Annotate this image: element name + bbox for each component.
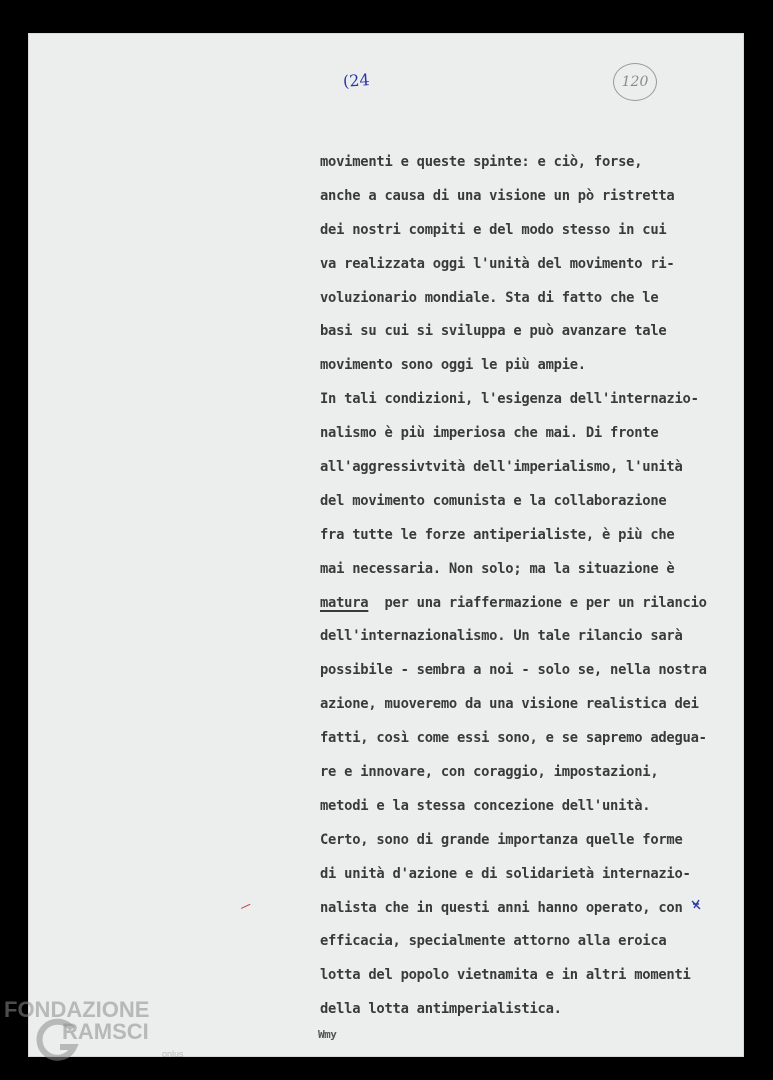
blue-pen-correction-mark bbox=[691, 899, 701, 911]
text-line: all'aggressivtvità dell'imperialismo, l'unità bbox=[320, 459, 683, 476]
text-line: movimenti e queste spinte: e ciò, forse, bbox=[320, 154, 643, 170]
text-line: In tali condizioni, l'esigenza dell'internazio- bbox=[320, 391, 699, 408]
text-line: Certo, sono di grande importanza quelle forme bbox=[320, 831, 683, 848]
watermark-line-1: FONDAZIONE bbox=[4, 997, 150, 1022]
text-line: possibile - sembra a noi - solo se, nella nostra bbox=[320, 662, 707, 679]
text-line: di unità d'azione e di solidarietà internazio- bbox=[320, 865, 691, 882]
typewritten-body bbox=[320, 146, 707, 1027]
fondazione-gramsci-watermark bbox=[4, 997, 204, 1067]
red-pen-mark bbox=[240, 901, 251, 909]
text-line: azione, muoveremo da una visione realistica dei bbox=[320, 696, 699, 713]
text-line: basi su cui si sviluppa e può avanzare tale bbox=[320, 323, 667, 340]
watermark-line-2: RAMSCI bbox=[62, 1019, 149, 1044]
text-line: del movimento comunista e la collaborazione bbox=[320, 492, 667, 509]
text-line: dell'internazionalismo. Un tale rilancio sarà bbox=[320, 628, 683, 645]
text-line: va realizzata oggi l'unità del movimento ri- bbox=[320, 255, 675, 272]
handwritten-page-number: (24 bbox=[342, 70, 371, 91]
underlined-word: matura bbox=[320, 594, 369, 611]
watermark-suffix: onlus bbox=[162, 1049, 184, 1059]
archive-stamp-number: 120 bbox=[613, 63, 657, 101]
text-line-underlined bbox=[320, 587, 707, 621]
text-line: re e innovare, con coraggio, impostazioni, bbox=[320, 764, 659, 781]
text-line: nalista che in questi anni hanno operato, con bbox=[320, 899, 683, 916]
text-line: movimento sono oggi le più ampie. bbox=[320, 357, 586, 374]
text-line: voluzionario mondiale. Sta di fatto che le bbox=[320, 289, 659, 306]
text-line: della lotta antimperialistica. bbox=[320, 1001, 562, 1018]
text-line: dei nostri compiti e del modo stesso in cui bbox=[320, 221, 667, 238]
text-line: mai necessaria. Non solo; ma la situazione è bbox=[320, 560, 675, 577]
text-line: fra tutte le forze antiperialiste, è più che bbox=[320, 526, 675, 543]
text-line: efficacia, specialmente attorno alla eroica bbox=[320, 933, 667, 950]
footer-code: Wmy bbox=[318, 1028, 337, 1041]
text-line: anche a causa di una visione un pò ristretta bbox=[320, 187, 675, 204]
text-line: lotta del popolo vietnamita e in altri momenti bbox=[320, 967, 691, 984]
text-line: nalismo è più imperiosa che mai. Di fronte bbox=[320, 425, 659, 442]
text-line: metodi e la stessa concezione dell'unità. bbox=[320, 797, 651, 814]
text-line-rest: per una riaffermazione e per un rilancio bbox=[368, 594, 707, 611]
document-page bbox=[28, 33, 744, 1057]
text-line: fatti, così come essi sono, e se sapremo adegua- bbox=[320, 730, 707, 747]
